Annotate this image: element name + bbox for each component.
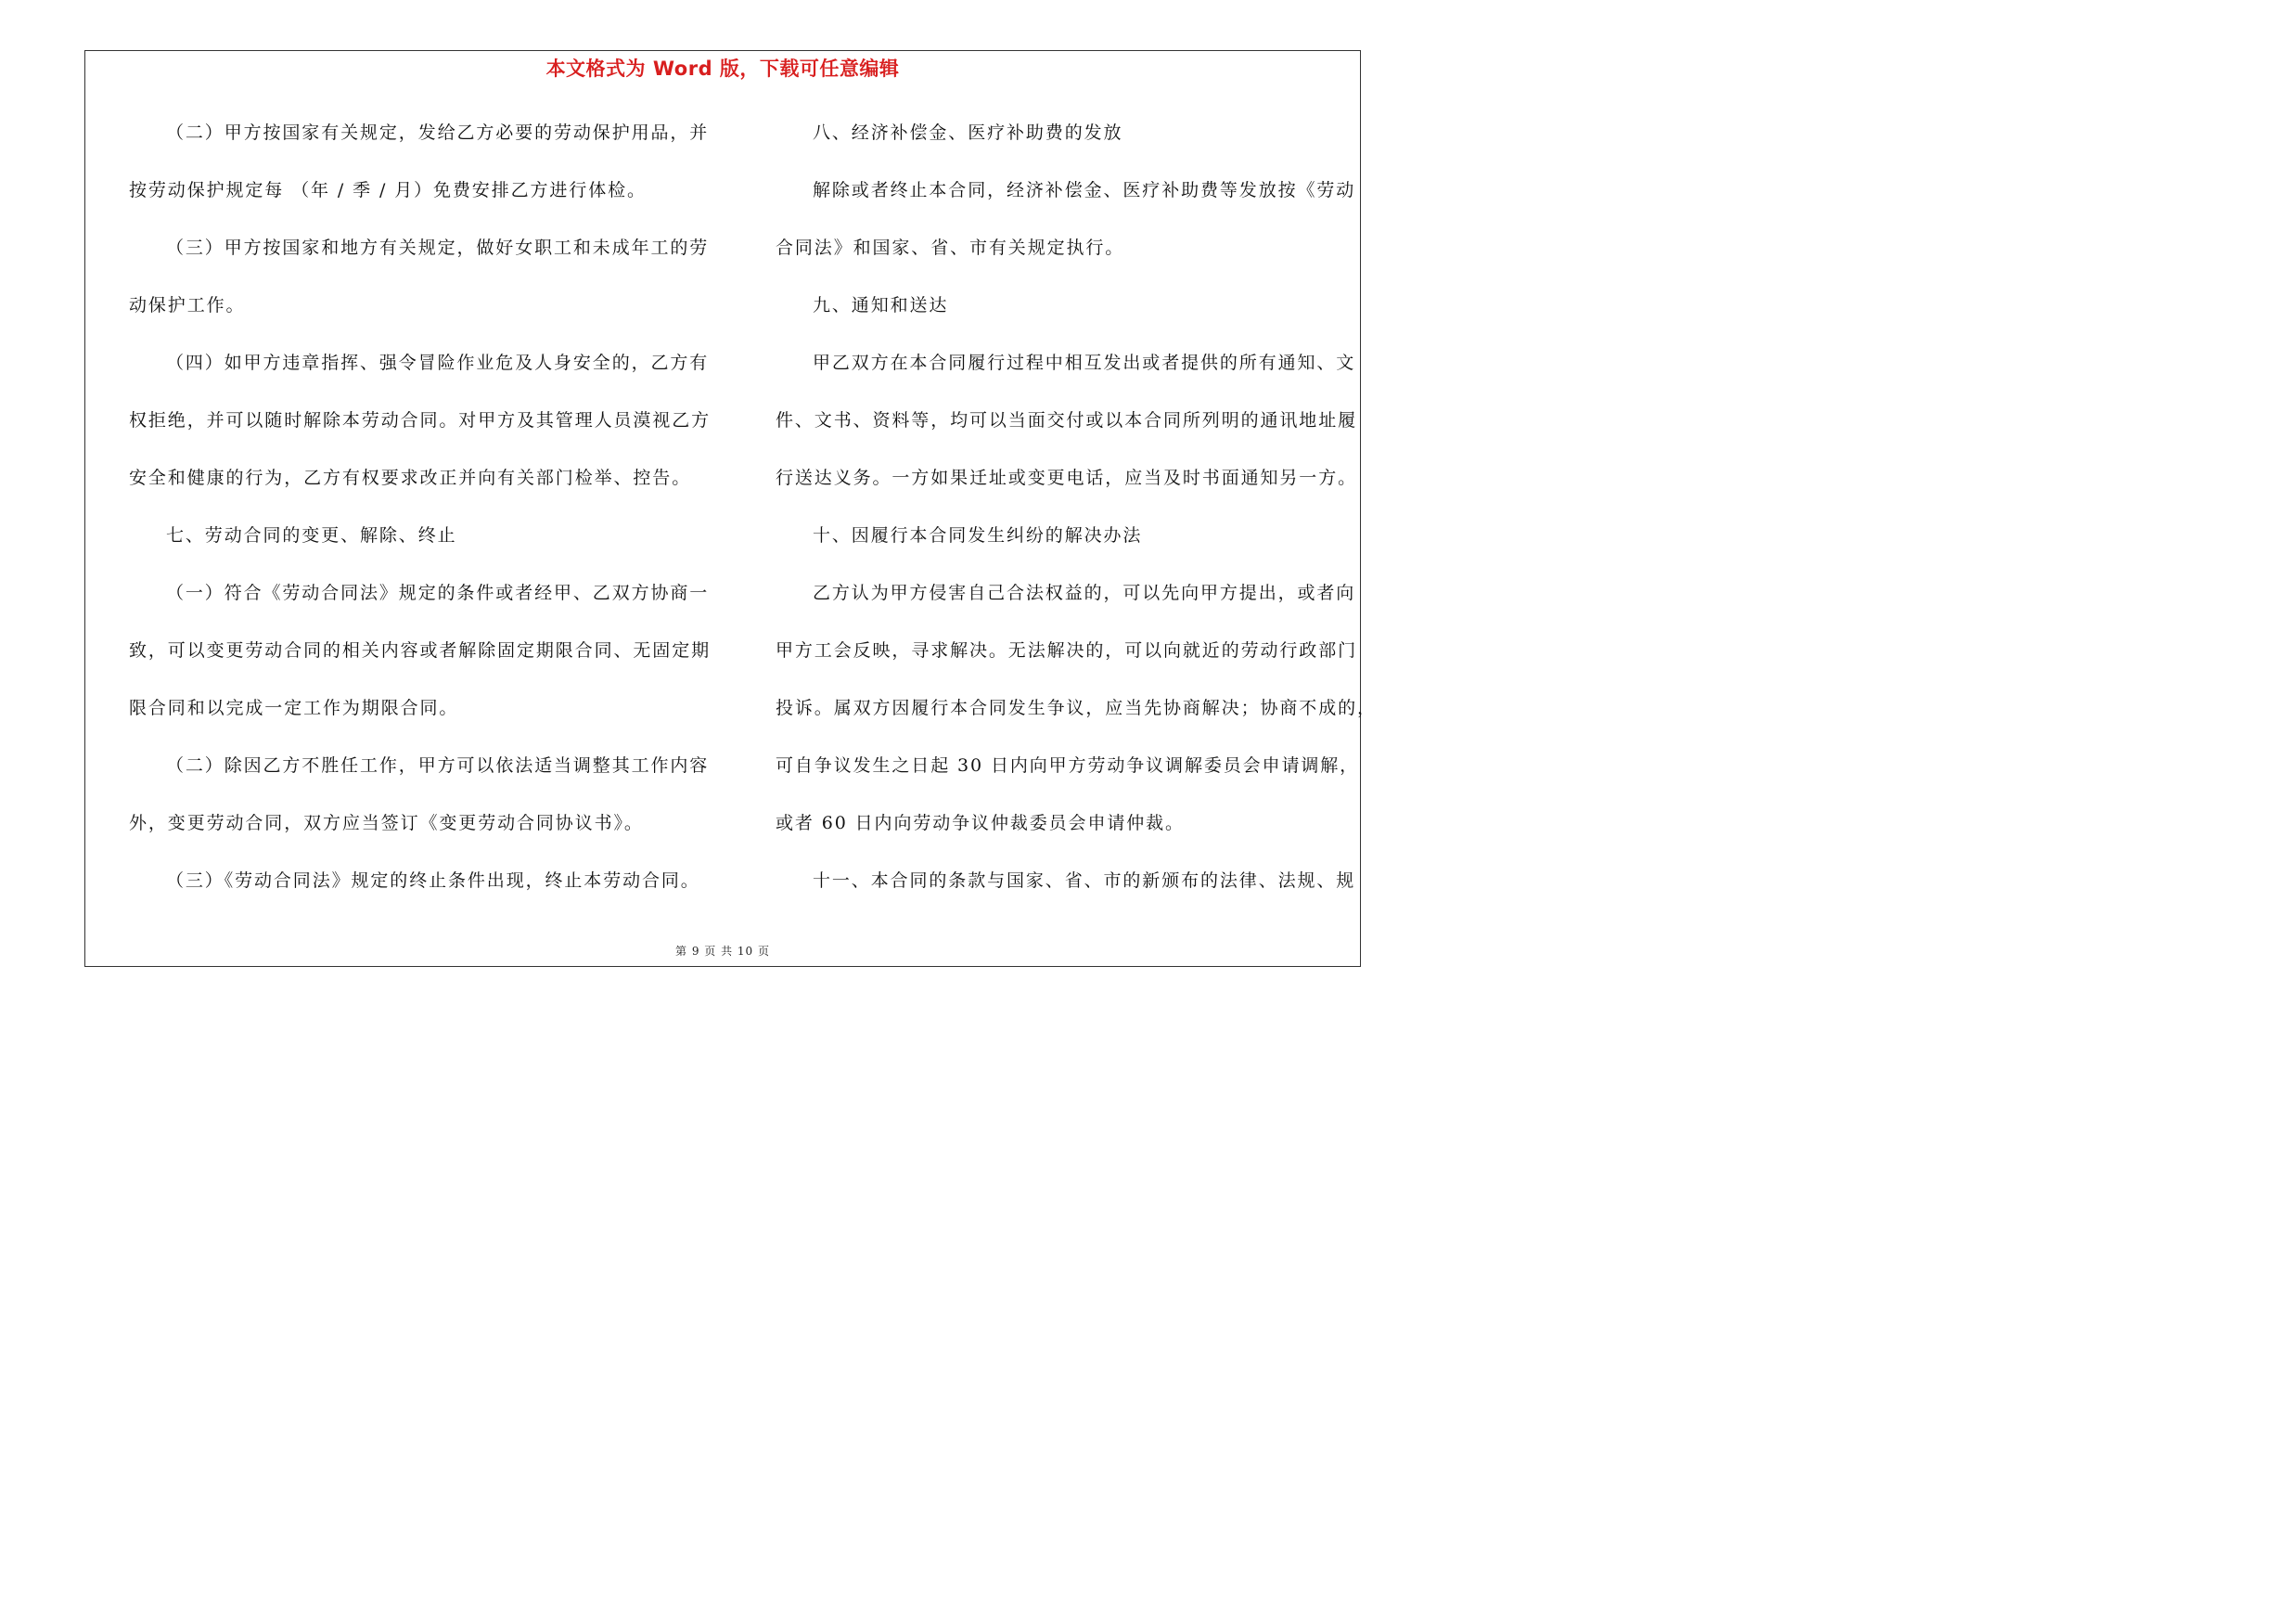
body-line: 致，可以变更劳动合同的相关内容或者解除固定期限合同、无固定期 [129, 640, 712, 661]
body-line: （三）甲方按国家和地方有关规定，做好女职工和未成年工的劳 [166, 238, 710, 258]
page-number-footer: 第 9 页 共 10 页 [675, 945, 770, 958]
body-line: 限合同和以完成一定工作为期限合同。 [129, 698, 459, 718]
word-format-banner: 本文格式为 Word 版，下载可任意编辑 [545, 58, 900, 80]
body-line: （一）符合《劳动合同法》规定的条件或者经甲、乙双方协商一 [166, 583, 710, 603]
body-line: 动保护工作。 [129, 295, 246, 316]
body-line: 可自争议发生之日起 30 日内向甲方劳动争议调解委员会申请调解， [776, 755, 1360, 776]
section-heading: 八、经济补偿金、医疗补助费的发放 [813, 122, 1123, 143]
right-column [776, 104, 1377, 909]
body-line: 权拒绝，并可以随时解除本劳动合同。对甲方及其管理人员漠视乙方 [129, 410, 712, 431]
body-line: 甲乙双方在本合同履行过程中相互发出或者提供的所有通知、文 [813, 353, 1356, 373]
body-line: （四）如甲方违章指挥、强令冒险作业危及人身安全的，乙方有 [166, 353, 710, 373]
body-line: 件、文书、资料等，均可以当面交付或以本合同所列明的通讯地址履 [776, 410, 1358, 431]
section-heading: 七、劳动合同的变更、解除、终止 [166, 525, 457, 546]
body-line: （三）《劳动合同法》规定的终止条件出现，终止本劳动合同。 [166, 870, 700, 891]
body-line: 乙方认为甲方侵害自己合法权益的，可以先向甲方提出，或者向 [813, 583, 1356, 603]
body-line: 合同法》和国家、省、市有关规定执行。 [776, 238, 1125, 258]
body-line: （二）除因乙方不胜任工作，甲方可以依法适当调整其工作内容 [166, 755, 710, 776]
body-line: 甲方工会反映，寻求解决。无法解决的，可以向就近的劳动行政部门 [776, 640, 1358, 661]
body-line: 安全和健康的行为，乙方有权要求改正并向有关部门检举、控告。 [129, 468, 692, 488]
body-line: 外，变更劳动合同，双方应当签订《变更劳动合同协议书》。 [129, 813, 644, 833]
section-heading: 九、通知和送达 [813, 295, 949, 316]
body-line: 行送达义务。一方如果迁址或变更电话，应当及时书面通知另一方。 [776, 468, 1358, 488]
left-column [129, 104, 723, 909]
section-heading: 十、因履行本合同发生纠纷的解决办法 [813, 525, 1143, 546]
body-line: 投诉。属双方因履行本合同发生争议，应当先协商解决；协商不成的， [776, 698, 1377, 718]
body-line: 解除或者终止本合同，经济补偿金、医疗补助费等发放按《劳动 [813, 180, 1356, 200]
body-line: 或者 60 日内向劳动争议仲裁委员会申请仲裁。 [776, 813, 1185, 833]
section-heading: 十一、本合同的条款与国家、省、市的新颁布的法律、法规、规 [813, 870, 1356, 891]
body-line: 按劳动保护规定每 （年 / 季 / 月）免费安排乙方进行体检。 [129, 180, 647, 200]
body-line: （二）甲方按国家有关规定，发给乙方必要的劳动保护用品，并 [166, 122, 710, 143]
